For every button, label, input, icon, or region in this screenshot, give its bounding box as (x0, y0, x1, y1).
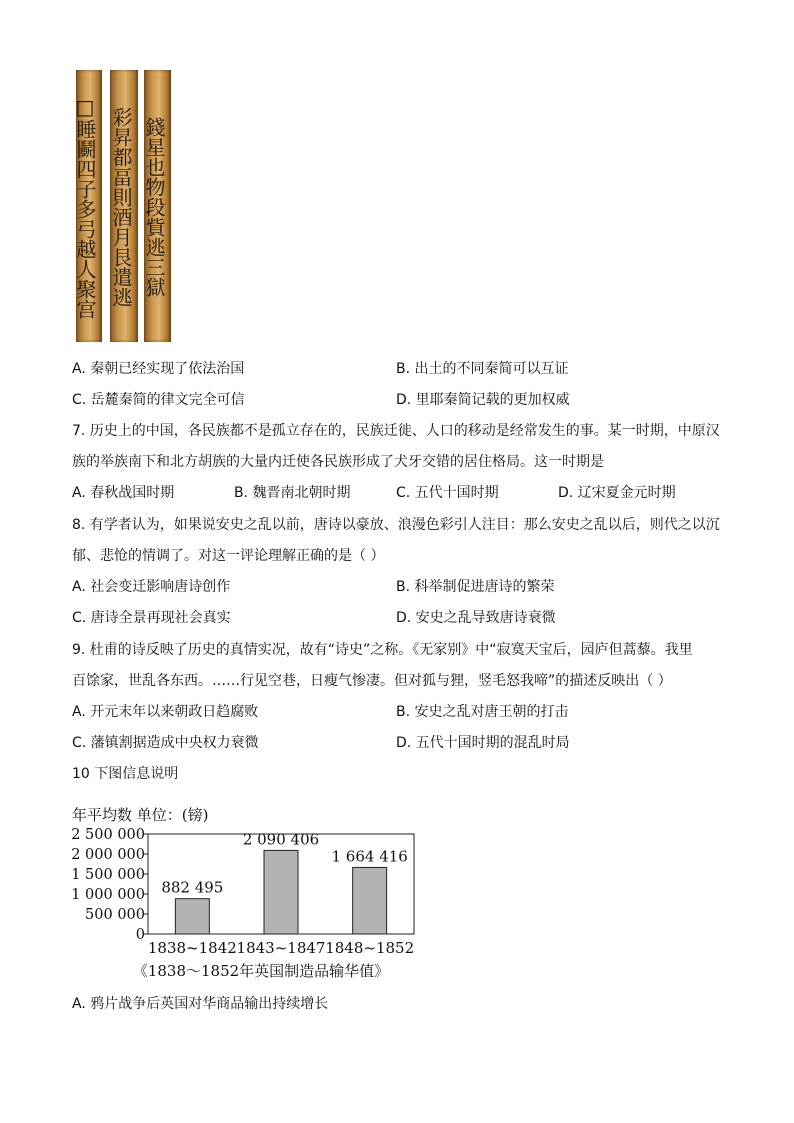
bar-value-label: 1 664 416 (331, 847, 408, 866)
bar-1 (175, 899, 209, 934)
q8-stem-line2: 郁、悲怆的情调了。对这一评论理解正确的是（ ） (72, 548, 385, 564)
bar-2 (264, 850, 298, 934)
q7-option-b: B. 魏晋南北朝时期 (234, 485, 351, 501)
y-tick-label: 500 000 (85, 907, 145, 923)
chart-title: 《1838～1852年英国制造品输华值》 (132, 962, 390, 980)
y-tick-label: 2 000 000 (72, 847, 145, 863)
q9-stem-line1: 9. 杜甫的诗反映了历史的真情实况，故有“诗史”之称。《无家别》中“寂寞天宝后，园庐但蒿藜。我里 (72, 642, 693, 658)
q6-option-a: A. 秦朝已经实现了依法治国 (72, 361, 245, 377)
q9-option-a: A. 开元末年以来朝政日趋腐败 (72, 704, 259, 720)
bar-3 (353, 867, 387, 934)
q8-option-c: C. 唐诗全景再现社会真实 (72, 610, 231, 626)
bamboo-slip-2 (110, 70, 138, 342)
q10-option-a: A. 鸦片战争后英国对华商品输出持续增长 (72, 996, 329, 1012)
q6-option-c: C. 岳麓秦简的律文完全可信 (72, 392, 245, 408)
q9-stem-line2: 百馀家，世乱各东西。……行见空巷，日瘦气惨凄。但对狐与狸，竖毛怒我啼”的描述反映出（ ） (72, 673, 672, 689)
slip-3-text: 錢星也物段貲逃三獄 (142, 117, 166, 297)
y-tick-label: 1 000 000 (72, 887, 145, 903)
q7-stem-line2: 族的举族南下和北方胡族的大量内迁使各民族形成了犬牙交错的居住格局。这一时期是 (72, 454, 604, 470)
q10-stem: 10 下图信息说明 (72, 766, 179, 782)
q7-option-a: A. 春秋战国时期 (72, 485, 175, 501)
q6-option-b: B. 出土的不同秦简可以互证 (396, 361, 569, 377)
q9-option-b: B. 安史之乱对唐王朝的打击 (396, 704, 569, 720)
bar-chart-svg (72, 800, 442, 985)
bar-value-label: 882 495 (161, 878, 224, 897)
bar-value-label: 2 090 406 (242, 830, 320, 849)
x-tick-label: 1838~1842 (147, 939, 237, 957)
bamboo-slip-1 (73, 70, 102, 342)
q6-option-d: D. 里耶秦简记载的更加权威 (396, 392, 570, 408)
q9-option-c: C. 藩镇割据造成中央权力衰微 (72, 735, 259, 751)
y-tick-label: 2 500 000 (72, 827, 145, 843)
q8-option-b: B. 科举制促进唐诗的繁荣 (396, 579, 555, 595)
chart-ylabel: 年平均数 单位：(镑) (72, 806, 209, 824)
x-tick-label: 1843~1847 (236, 939, 326, 957)
q7-option-c: C. 五代十国时期 (396, 485, 499, 501)
y-tick-label: 1 500 000 (72, 867, 145, 883)
bamboo-slip-3 (144, 70, 171, 342)
q8-stem-line1: 8. 有学者认为，如果说安史之乱以前，唐诗以豪放、浪漫色彩引人注目：那么安史之乱以后，则代之以沉 (72, 517, 720, 533)
slip-1-text: □睡鬬四子多弓越人聚宫 (73, 95, 97, 319)
bar-chart (72, 800, 442, 985)
slip-2-text: 彩昇都畐則酒月艮遣逃 (109, 107, 133, 307)
q7-option-d: D. 辽宋夏金元时期 (558, 485, 676, 501)
q8-option-a: A. 社会变迁影响唐诗创作 (72, 579, 231, 595)
q9-option-d: D. 五代十国时期的混乱时局 (396, 735, 570, 751)
y-tick-label: 0 (135, 927, 145, 943)
x-tick-label: 1848~1852 (325, 939, 415, 957)
q7-stem-line1: 7. 历史上的中国，各民族都不是孤立存在的，民族迁徙、人口的移动是经常发生的事。某一时期，中原汉 (72, 423, 720, 439)
q8-option-d: D. 安史之乱导致唐诗衰微 (396, 610, 556, 626)
